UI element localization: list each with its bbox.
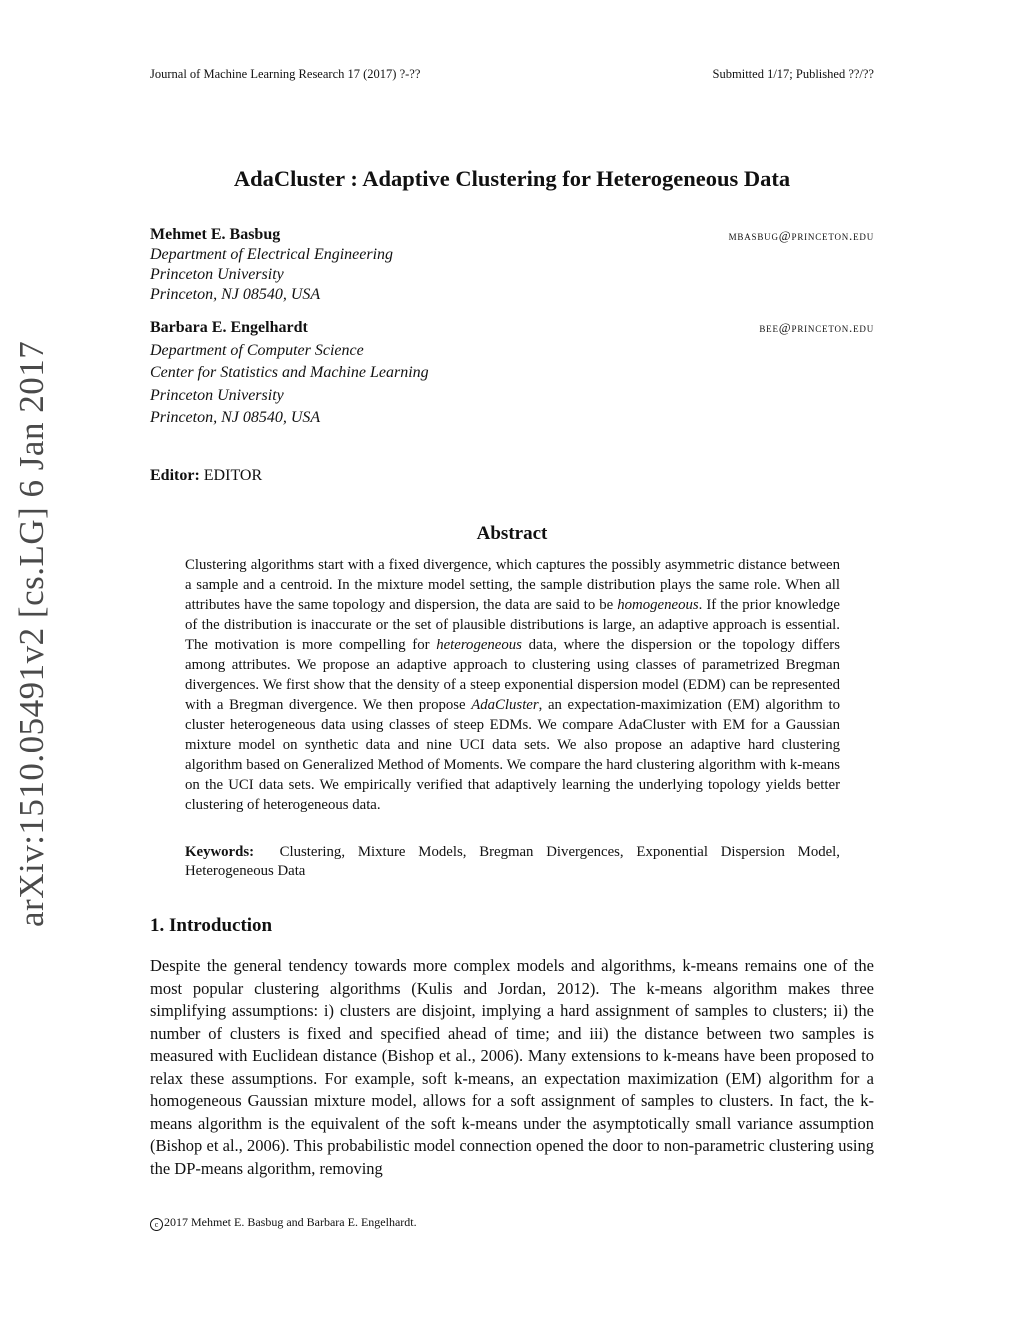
abstract-text (185, 555, 840, 815)
copyright-text: 2017 Mehmet E. Basbug and Barbara E. Engelhardt. (164, 1215, 417, 1229)
author-affiliation: Department of Computer Science (150, 341, 364, 359)
author-email-1[interactable]: mbasbug@princeton.edu (728, 228, 874, 243)
author-email-2[interactable]: bee@princeton.edu (759, 320, 874, 335)
editor-line (150, 467, 262, 485)
journal-header: Journal of Machine Learning Research 17 (2017) ?-?? (150, 67, 421, 81)
editor-value: EDITOR (203, 467, 263, 484)
author-affiliation: Department of Electrical Engineering (150, 246, 394, 263)
keywords-value: Clustering, Mixture Models, Bregman Divergences, Exponential Dispersion Model, Heterogeneous Data (185, 844, 840, 879)
abstract-emphasis: homogeneous (617, 597, 699, 613)
submission-info: Submitted 1/17; Published ??/?? (712, 67, 874, 81)
author-name: Mehmet E. Basbug (150, 226, 281, 243)
abstract-part: data, where the dispersion or the topology differs among attributes. We propose an adaptive approach to clustering using classes of parametrized Bregman divergences. We first show that the density of a steep exponential dispersion model (EDM) can be represented with a Bregman divergence. We then propose (185, 637, 840, 713)
arxiv-identifier[interactable]: arXiv:1510.05491v2 [cs.LG] 6 Jan 2017 (12, 340, 51, 927)
copyright-icon: c (150, 1218, 163, 1231)
author-name: Barbara E. Engelhardt (150, 319, 308, 336)
keywords-label: Keywords: (185, 844, 255, 860)
abstract-emphasis: heterogeneous (436, 637, 522, 653)
abstract-part: , an expectation-maximization (EM) algorithm to cluster heterogeneous data using classes of steep EDMs. We compare AdaCluster with EM for a Gaussian mixture model on synthetic data and nine UCI data sets. We also propose an adaptive hard clustering algorithm based on Generalized Method of Moments. We compare the hard clustering algorithm with k-means on the UCI data sets. We empirically verified that adaptively learning the underlying topology yields better clustering of heterogeneous data. (185, 697, 840, 813)
introduction-text: Despite the general tendency towards more complex models and algorithms, k-means remains one of the most popular clustering algorithms (Kulis and Jordan, 2012). The k-means algorithm makes three simplifying assumptions: i) clusters are disjoint, implying a hard assignment of samples to clusters; ii) the number of clusters is fixed and specified ahead of time; and iii) the distance between two samples is measured with Euclidean distance (Bishop et al., 2006). Many extensions to k-means have been proposed to relax these assumptions. For example, soft k-means, an expectation maximization (EM) algorithm for a homogeneous Gaussian mixture model, allows for a soft assignment of samples to clusters. In fact, the k-means algorithm is the equivalent of the soft k-means under the asymptotically small variance assumption (Bishop et al., 2006). This probabilistic model connection opened the door to non-parametric clustering using the DP-means algorithm, removing (150, 956, 874, 1178)
keywords (185, 843, 840, 881)
author-block-1 (150, 225, 393, 305)
paper-title: AdaCluster : Adaptive Clustering for Heterogeneous Data (233, 166, 791, 191)
abstract-part: Clustering algorithms start with a fixed divergence, which captures the possibly asymmetric distance between a sample and a centroid. In the mixture model setting, the sample distribution plays the same role. When all attributes have the same topology and dispersion, the data are said to be (185, 557, 840, 613)
abstract-part: . If the prior knowledge of the distribution is inaccurate or the set of plausible distributions is large, an adaptive approach is essential. The motivation is more compelling for (185, 597, 840, 653)
author-affiliation: Princeton, NJ 08540, USA (150, 286, 321, 303)
editor-label: Editor: (150, 467, 200, 484)
author-affiliation: Princeton University (150, 266, 284, 283)
author-affiliation: Princeton, NJ 08540, USA (150, 409, 321, 426)
author-block-2 (150, 317, 429, 430)
author-affiliation: Princeton University (150, 386, 284, 404)
section-heading-introduction: 1. Introduction (150, 915, 273, 936)
abstract-emphasis: AdaCluster (471, 697, 539, 713)
abstract-heading: Abstract (476, 523, 548, 544)
copyright-footer (150, 1215, 417, 1231)
author-affiliation: Center for Statistics and Machine Learning (150, 364, 429, 381)
